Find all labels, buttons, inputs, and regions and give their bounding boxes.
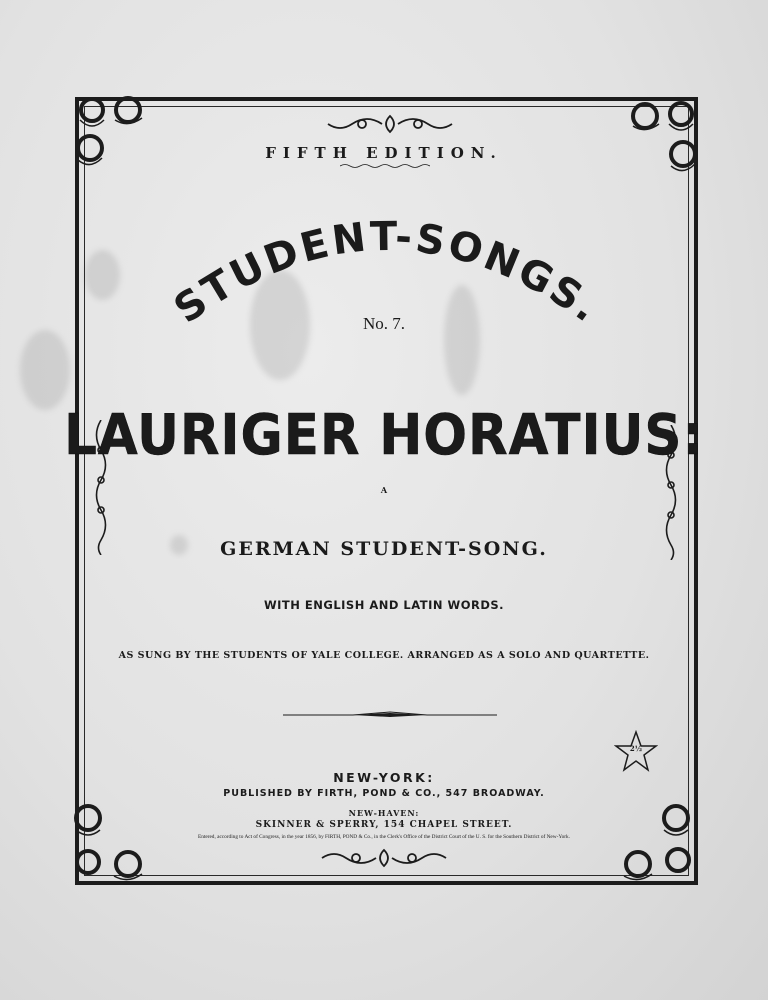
article-a: A xyxy=(380,485,388,495)
series-title: STUDENT-SONGS. xyxy=(166,213,609,333)
imprint-publisher: PUBLISHED BY FIRTH, POND & CO., 547 BROADWAY. xyxy=(223,788,545,799)
corner-ornament-top-left xyxy=(70,90,170,190)
song-subtitle: GERMAN STUDENT-SONG. xyxy=(220,538,548,560)
divider-rule xyxy=(283,710,497,720)
corner-ornament-bottom-right xyxy=(598,790,698,890)
price-label: 2½ xyxy=(629,744,643,753)
song-title: LAURIGER HORATIUS: xyxy=(64,403,704,468)
imprint-city: NEW-YORK: xyxy=(333,770,435,785)
corner-ornament-bottom-left xyxy=(66,790,166,890)
imprint-seller: SKINNER & SPERRY, 154 CHAPEL STREET. xyxy=(255,820,513,830)
edition-label: FIFTH EDITION. xyxy=(265,144,503,162)
water-stain xyxy=(20,330,70,410)
song-number: No. 7. xyxy=(362,314,406,333)
words-line: WITH ENGLISH AND LATIN WORDS. xyxy=(263,598,505,612)
imprint-city-2: NEW-HAVEN: xyxy=(348,808,420,818)
top-flourish xyxy=(322,112,458,136)
performance-line: AS SUNG BY THE STUDENTS OF YALE COLLEGE. ARRANGED AS A SOLO AND QUARTETTE. xyxy=(118,650,650,661)
bottom-flourish xyxy=(316,846,452,870)
edition-underline xyxy=(340,163,430,169)
copyright-notice: Entered, according to Act of Congress, in the year 1856, by FIRTH, POND & Co., in the Clerk's Office of the District Court of the U. S. for the Southern District of New-York. xyxy=(197,834,571,840)
corner-ornament-top-right xyxy=(603,92,703,192)
